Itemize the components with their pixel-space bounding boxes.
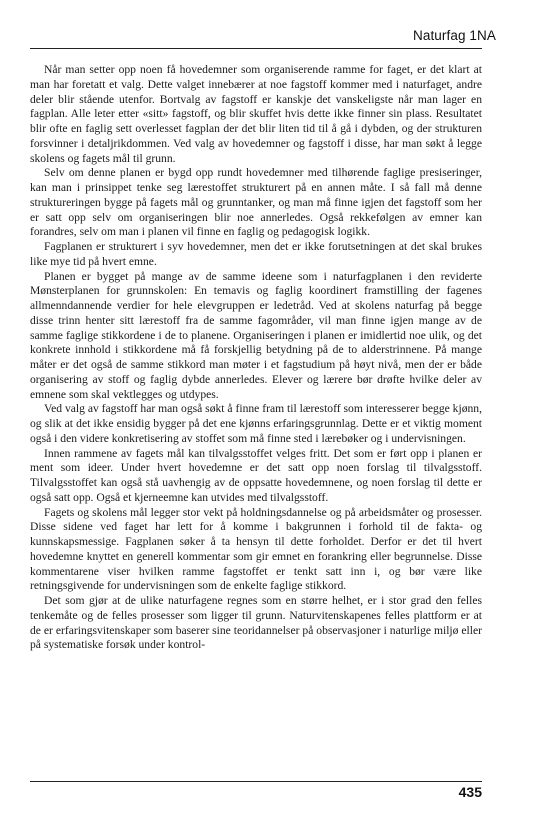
paragraph: Ved valg av fagstoff har man også søkt å finne fram til lærestoff som interesserer begge kjønn, og slik at det ikke ensidig bygger på det ene kjønns erfaringsgrunnlag. Dette er et viktig moment også i den videre konkretisering av stoffet som må finne sted i lærebøker og i undervisningen. <box>30 402 482 445</box>
paragraph: Selv om denne planen er bygd opp rundt hovedemner med tilhørende faglige presiseringer, kan man i prinsippet tenke seg lærestoffet strukturert på en annen måte. I så fall må denne struktureringen bygge på fagets mål og grunntanker, og man må finne igjen det fagstoff som her er satt opp selv om organiseringen blir noe annerledes. Også rekkefølgen av emner kan forandres, selv om man i planen vil finne en faglig og pedagogisk logikk. <box>30 166 482 239</box>
paragraph: Innen rammene av fagets mål kan tilvalgsstoffet velges fritt. Det som er ført opp i planen er ment som ideer. Under hvert hovedemne er det satt opp noen forslag til tilvalgsstoff. Tilvalgsstoffet kan også stå uavhengig av de oppsatte hovedemnene, og noen forslag til dette er også satt opp. Også et kjerneemne kan utvides med tilvalgsstoff. <box>30 446 482 504</box>
paragraph: Fagets og skolens mål legger stor vekt på holdningsdannelse og på arbeidsmåter og prosesser. Disse sidene ved faget har lett for å komme i bakgrunnen i forhold til de fakta- og kunnskapsmessige. Fagplanen søker å ta hensyn til dette forholdet. Derfor er det til hvert hovedemne knyttet en generell kommentar som gir emnet en forankring eller begrunnelse. Disse kommentarene viser hvilken ramme fagstoffet er tenkt satt inn i, og bør være like retningsgivende for undervisningen som de enkelte faglige stikkord. <box>30 505 482 593</box>
header-rule <box>30 48 482 49</box>
running-header: Naturfag 1NA <box>413 28 496 43</box>
paragraph: Fagplanen er strukturert i syv hovedemner, men det er ikke forutsetningen at det skal brukes like mye tid på hvert emne. <box>30 240 482 268</box>
footer-rule <box>30 781 482 782</box>
paragraph: Planen er bygget på mange av de samme ideene som i naturfagplanen i den reviderte Mønsterplanen for grunnskolen: En temavis og faglig koordinert framstilling der fagenes allmenndannende verdier for hele elevgruppen er ledetråd. Ved at skolens naturfag på begge disse trinn henter sitt lærestoff fra de samme fagområder, vil man finne igjen mange av de samme faglige stikkordene i de to planene. Organiseringen i planen er imidlertid noe ulik, og det konkrete innhold i stikkordene må få forskjellig betydning på de to alderstrinnene. På mange måter er det også de samme stikkord man møter i et fagstudium på høyt nivå, men der er både organisering av stoff og faglig dybde annerledes. Elever og lærere bør drøfte hvilke deler av emnene som skal vektlegges og utdypes. <box>30 269 482 401</box>
paragraph: Det som gjør at de ulike naturfagene regnes som en større helhet, er i stor grad den felles tenkemåte og de felles prosesser som ligger til grunn. Naturvitenskapenes felles plattform er at de er erfaringsvitenskaper som baserer sine teoridannelser på observasjoner i naturlige miljø eller på systematiske forsøk under kontrol- <box>30 594 482 652</box>
page-number: 435 <box>458 784 482 800</box>
body-text <box>30 63 482 653</box>
paragraph: Når man setter opp noen få hovedemner som organiserende ramme for faget, er det klart at man har foretatt et valg. Dette valget innebærer at noe fagstoff kommer med i naturfaget, andre deler blir stående utenfor. Bortvalg av fagstoff er kanskje det vanskeligste når man lager en fagplan. Alle leter etter «sitt» fagstoff, og blir skuffet hvis dette ikke finner sin plass. Resultatet blir ofte en faglig sett overlesset fagplan der det blir liten tid til å gå i dybden, og der strukturen forsvinner i detaljrikdommen. Ved valg av hovedemner og fagstoff i disse, har man søkt å legge skolens og fagets mål til grunn. <box>30 63 482 165</box>
